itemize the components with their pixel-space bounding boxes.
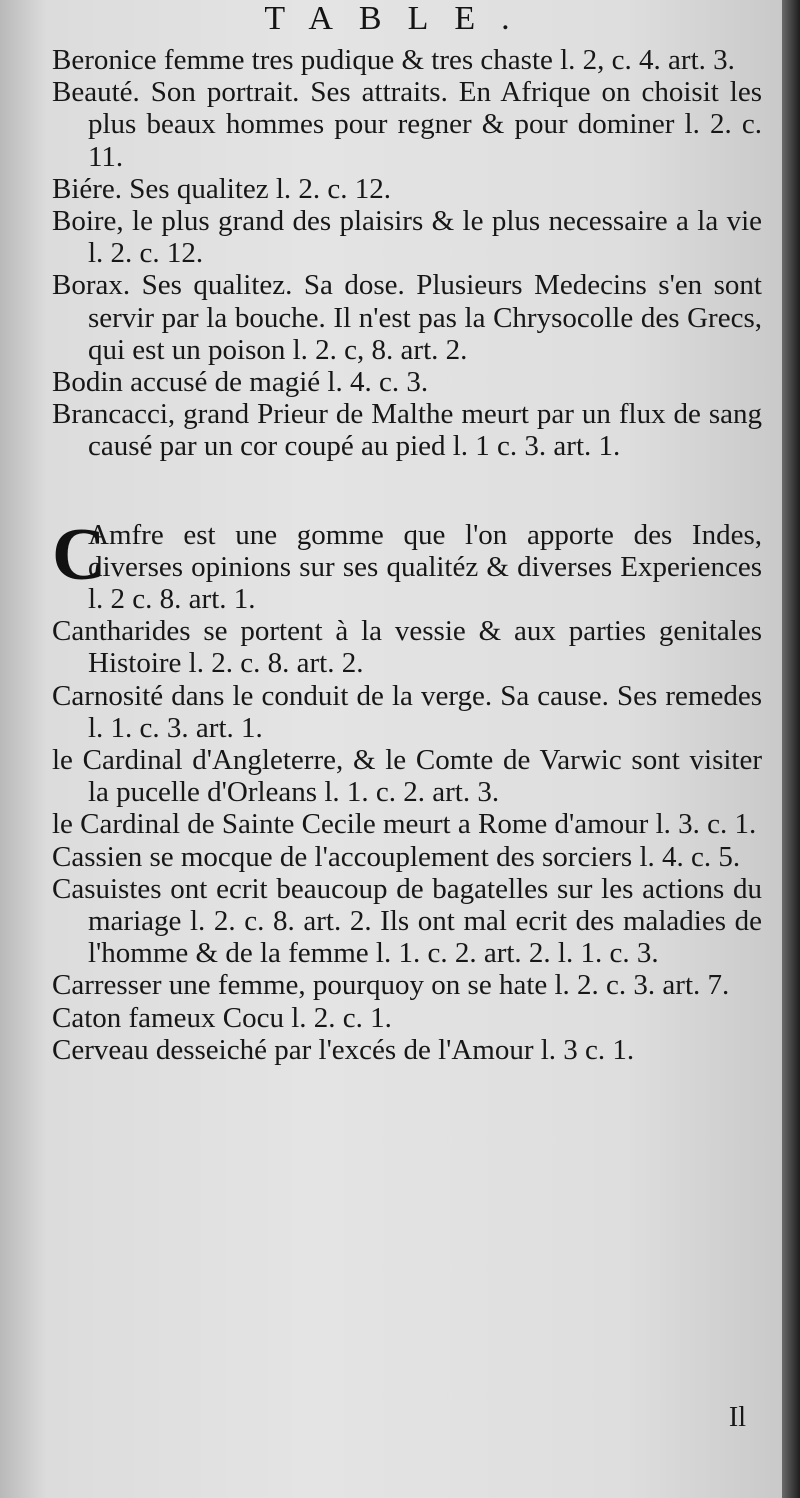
index-entry: Cerveau desseiché par l'excés de l'Amour l. 3 c. 1. bbox=[52, 1033, 635, 1066]
index-entry: Amfre est une gomme que l'on apporte des Indes, diverses opinions sur ses qualitéz & diverses Experiences l. 2 c. 8. art. 1. bbox=[88, 518, 762, 616]
page-title: TABLE. bbox=[264, 0, 536, 37]
index-entry: Cantharides se portent à la vessie & aux parties genitales Histoire l. 2. c. 8. art. 2. bbox=[52, 615, 762, 680]
index-entry: Bodin accusé de magié l. 4. c. 3. bbox=[52, 366, 429, 399]
index-entry: Biére. Ses qualitez l. 2. c. 12. bbox=[52, 172, 392, 205]
index-entry: Carnosité dans le conduit de la verge. Sa cause. Ses remedes l. 1. c. 3. art. 1. bbox=[52, 679, 762, 744]
index-entry: Casuistes ont ecrit beaucoup de bagatelles sur les actions du mariage l. 2. c. 8. art. 2. Ils ont mal ecrit des maladies de l'homme & de la femme l. 1. c. 2. art. 2. l. 1. c. 3. bbox=[52, 872, 762, 970]
index-entry: Cassien se mocque de l'accouplement des sorciers l. 4. c. 5. bbox=[52, 840, 741, 873]
catchword: Il bbox=[728, 1402, 746, 1433]
index-entry: Beauté. Son portrait. Ses attraits. En Afrique on choisit les plus beaux hommes pour regner & pour dominer l. 2. c. 11. bbox=[52, 76, 762, 173]
index-entry: Borax. Ses qualitez. Sa dose. Plusieurs Medecins s'en sont servir par la bouche. Il n'est pas la Chrysocolle des Grecs, qui est un poison l. 2. c, 8. art. 2. bbox=[52, 269, 762, 366]
page-edge-shadow bbox=[782, 0, 800, 1498]
index-entry: Beronice femme tres pudique & tres chaste l. 2, c. 4. art. 3. bbox=[52, 44, 735, 76]
section-c-first-entry bbox=[52, 513, 762, 616]
index-entry: Carresser une femme, pourquoy on se hate l. 2. c. 3. art. 7. bbox=[52, 969, 730, 1002]
index-entry: le Cardinal de Sainte Cecile meurt a Rome d'amour l. 3. c. 1. bbox=[52, 808, 757, 841]
index-entry: Brancacci, grand Prieur de Malthe meurt par un flux de sang causé par un cor coupé au pied l. 1 c. 3. art. 1. bbox=[52, 398, 762, 463]
index-entries bbox=[52, 44, 762, 1066]
index-entry: Boire, le plus grand des plaisirs & le plus necessaire a la vie l. 2. c. 12. bbox=[52, 205, 762, 270]
index-entry: le Cardinal d'Angleterre, & le Comte de Varwic sont visiter la pucelle d'Orleans l. 1. c. 2. art. 3. bbox=[52, 744, 762, 809]
drop-capital: C bbox=[52, 513, 106, 596]
index-entry: Caton fameux Cocu l. 2. c. 1. bbox=[52, 1001, 392, 1034]
section-gap bbox=[52, 463, 762, 519]
